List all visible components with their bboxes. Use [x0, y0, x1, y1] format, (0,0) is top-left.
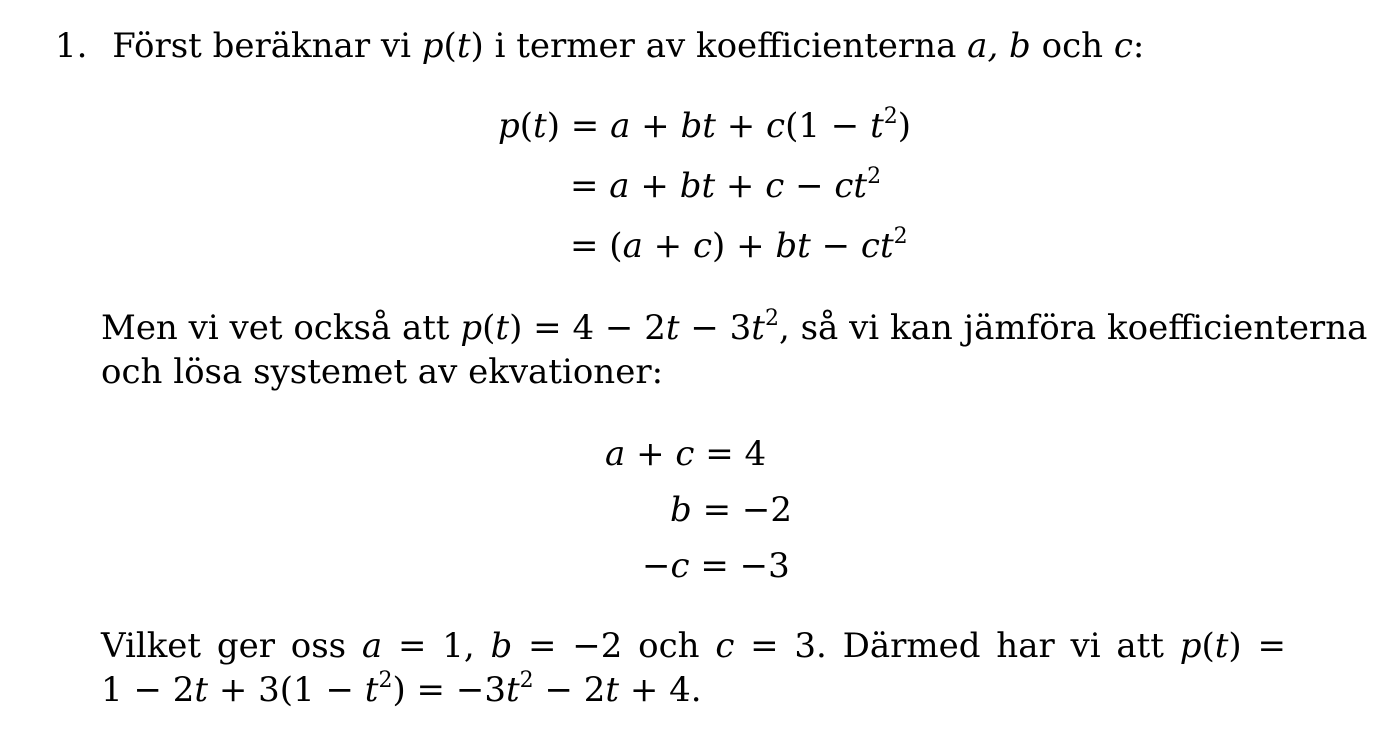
p2-text-a: Men vi vet också att	[101, 308, 450, 348]
paragraph2-line1: Men vi vet också att $p(t) = 4 - 2t - 3t^2$, så vi kan jämföra koefficienterna	[101, 305, 1368, 348]
intro-mid-text: i termer av koefficienterna	[494, 26, 957, 66]
eq2-line-2: b = −2	[670, 490, 792, 530]
paragraph2-line2: och lösa systemet av ekvationer:	[101, 352, 664, 392]
intro-p-of-t: p	[421, 26, 444, 66]
step-intro-line: 1. Först beräknar vi p(t) i termer av koefficienterna a, b och c:	[55, 26, 1145, 66]
eq2-line-1: a + c = 4	[605, 434, 767, 474]
eq1-line-1: p(t) = a + bt + $c(1 - t^2)$	[498, 103, 911, 146]
step-number: 1.	[55, 26, 88, 66]
eq1-line-3: = (a + c) + bt − $ct^2$	[570, 223, 908, 266]
intro-vars: a, b	[967, 26, 1031, 66]
p2-text-b: så vi kan jämföra koefficienterna	[800, 308, 1368, 348]
intro-och: och	[1041, 26, 1104, 66]
eq1-line-2: = a + bt + $c - ct^2$	[570, 163, 882, 206]
paragraph3-line2: $1 - 2t + 3(1 - t^2) = -3t^2 - 2t + 4$.	[101, 667, 702, 710]
intro-text: Först beräknar vi	[112, 26, 411, 66]
paragraph3-line1: Vilket ger oss a = 1, b = −2 och c = 3. Därmed har vi att p(t) =	[101, 626, 1286, 666]
intro-c: c	[1113, 26, 1133, 66]
intro-colon: :	[1132, 26, 1145, 66]
eq2-line-3: −c = −3	[642, 546, 790, 586]
